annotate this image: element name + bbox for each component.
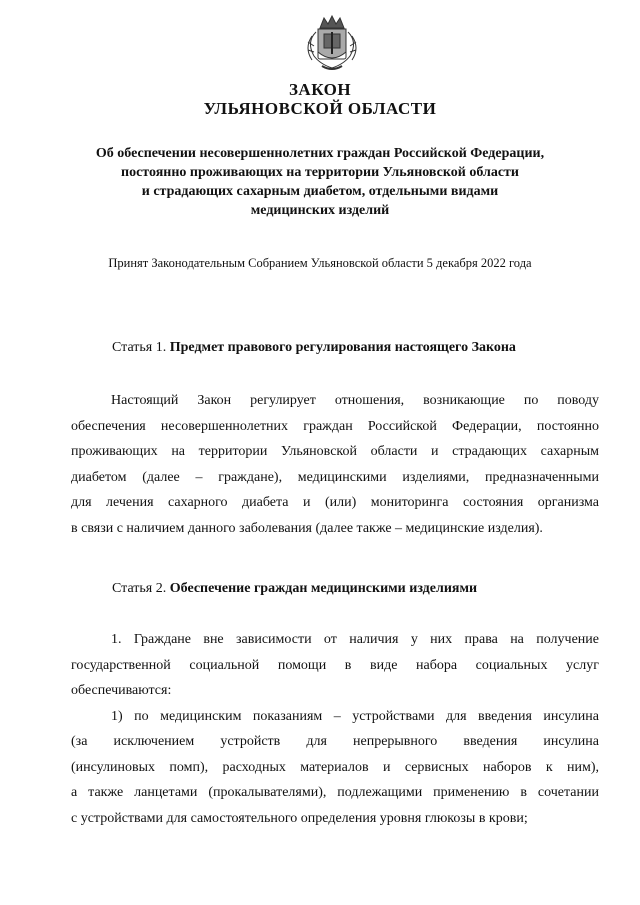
article-2-heading [112,581,477,597]
law-title-line1: ЗАКОН [288,80,352,99]
paragraph-line: 1. Граждане вне зависимости от наличия у них права на получение [111,632,599,647]
coat-of-arms-icon [300,12,364,74]
article-1-heading [112,340,516,356]
paragraph-line: с устройствами для самостоятельного определения уровня глюкозы в крови; [71,810,528,826]
paragraph-line: 1) по медицинским показаниям – устройствами для введения инсулина [111,708,599,724]
article-1-paragraph [71,388,599,541]
paragraph-line: для лечения сахарного диабета и (или) мониторинга состояния организма [71,495,599,510]
article-2-title: Обеспечение граждан медицинскими изделиями [169,581,478,596]
paragraph-line: Настоящий Закон регулирует отношения, возникающие по поводу [111,393,599,408]
law-subject [60,144,580,220]
article-2-paragraph [71,627,599,831]
paragraph-line: (за исключением устройств для непрерывного введения инсулина [71,734,599,749]
article-2-prefix: Статья 2. [112,581,170,596]
paragraph-line: обеспечиваются: [71,683,172,698]
paragraph-line: диабетом (далее – граждане), медицинскими изделиями, предназначенными [71,469,599,485]
subject-line: и страдающих сахарным диабетом, отдельными видами [141,184,499,199]
subject-line: постоянно проживающих на территории Ульяновской области [121,165,519,180]
paragraph-line: (инсулиновых помп), расходных материалов и сервисных наборов к ним), [71,759,599,775]
paragraph-line: обеспечения несовершеннолетних граждан Российской Федерации, постоянно [71,418,599,434]
law-title-line2: УЛЬЯНОВСКОЙ ОБЛАСТИ [203,99,437,118]
article-1-prefix: Статья 1. [112,340,170,355]
paragraph-line: проживающих на территории Ульяновской области и страдающих сахарным [71,444,599,459]
paragraph-line: а также ланцетами (прокалывателями), подлежащими применению в сочетании [71,785,599,800]
subject-line: медицинских изделий [250,203,390,218]
subject-line: Об обеспечении несовершеннолетних граждан Российской Федерации, [95,146,545,161]
paragraph-line: государственной социальной помощи в виде набора социальных услуг [71,657,599,673]
paragraph-line: в связи с наличием данного заболевания (далее также – медицинские изделия). [71,520,543,536]
adoption-note: Принят Законодательным Собранием Ульяновской области 5 декабря 2022 года [108,256,532,270]
article-1-title: Предмет правового регулирования настоящего Закона [169,340,516,355]
